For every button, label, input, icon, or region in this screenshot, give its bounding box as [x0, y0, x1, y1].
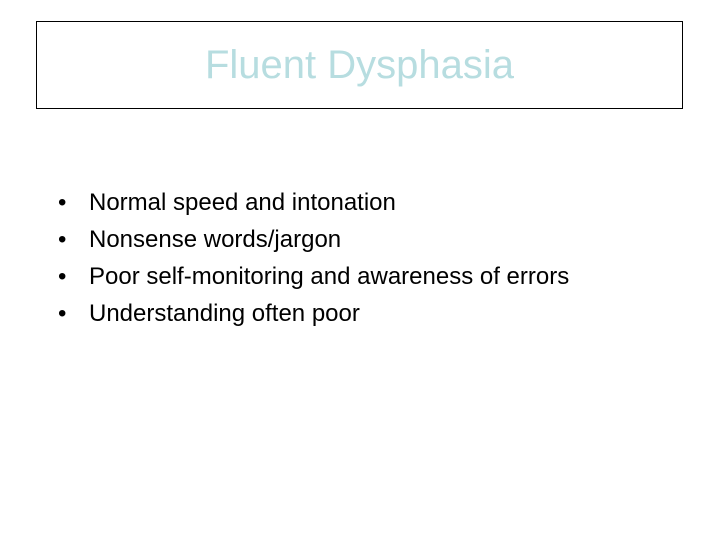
bullet-marker: • [58, 263, 67, 290]
bullet-marker: • [58, 226, 67, 253]
bullet-item [58, 184, 698, 221]
slide-title: Fluent Dysphasia [204, 43, 515, 87]
bullet-text: Poor self-monitoring and awareness of errors [89, 263, 570, 290]
slide-title-box [36, 21, 683, 109]
bullet-item [58, 295, 698, 332]
bullet-item [58, 258, 698, 295]
bullet-marker: • [58, 300, 67, 327]
bullet-text: Normal speed and intonation [89, 189, 396, 216]
bullet-text: Nonsense words/jargon [89, 226, 342, 253]
bullet-item [58, 221, 698, 258]
bullet-list [58, 184, 698, 332]
bullet-text: Understanding often poor [89, 300, 360, 327]
bullet-marker: • [58, 189, 67, 216]
